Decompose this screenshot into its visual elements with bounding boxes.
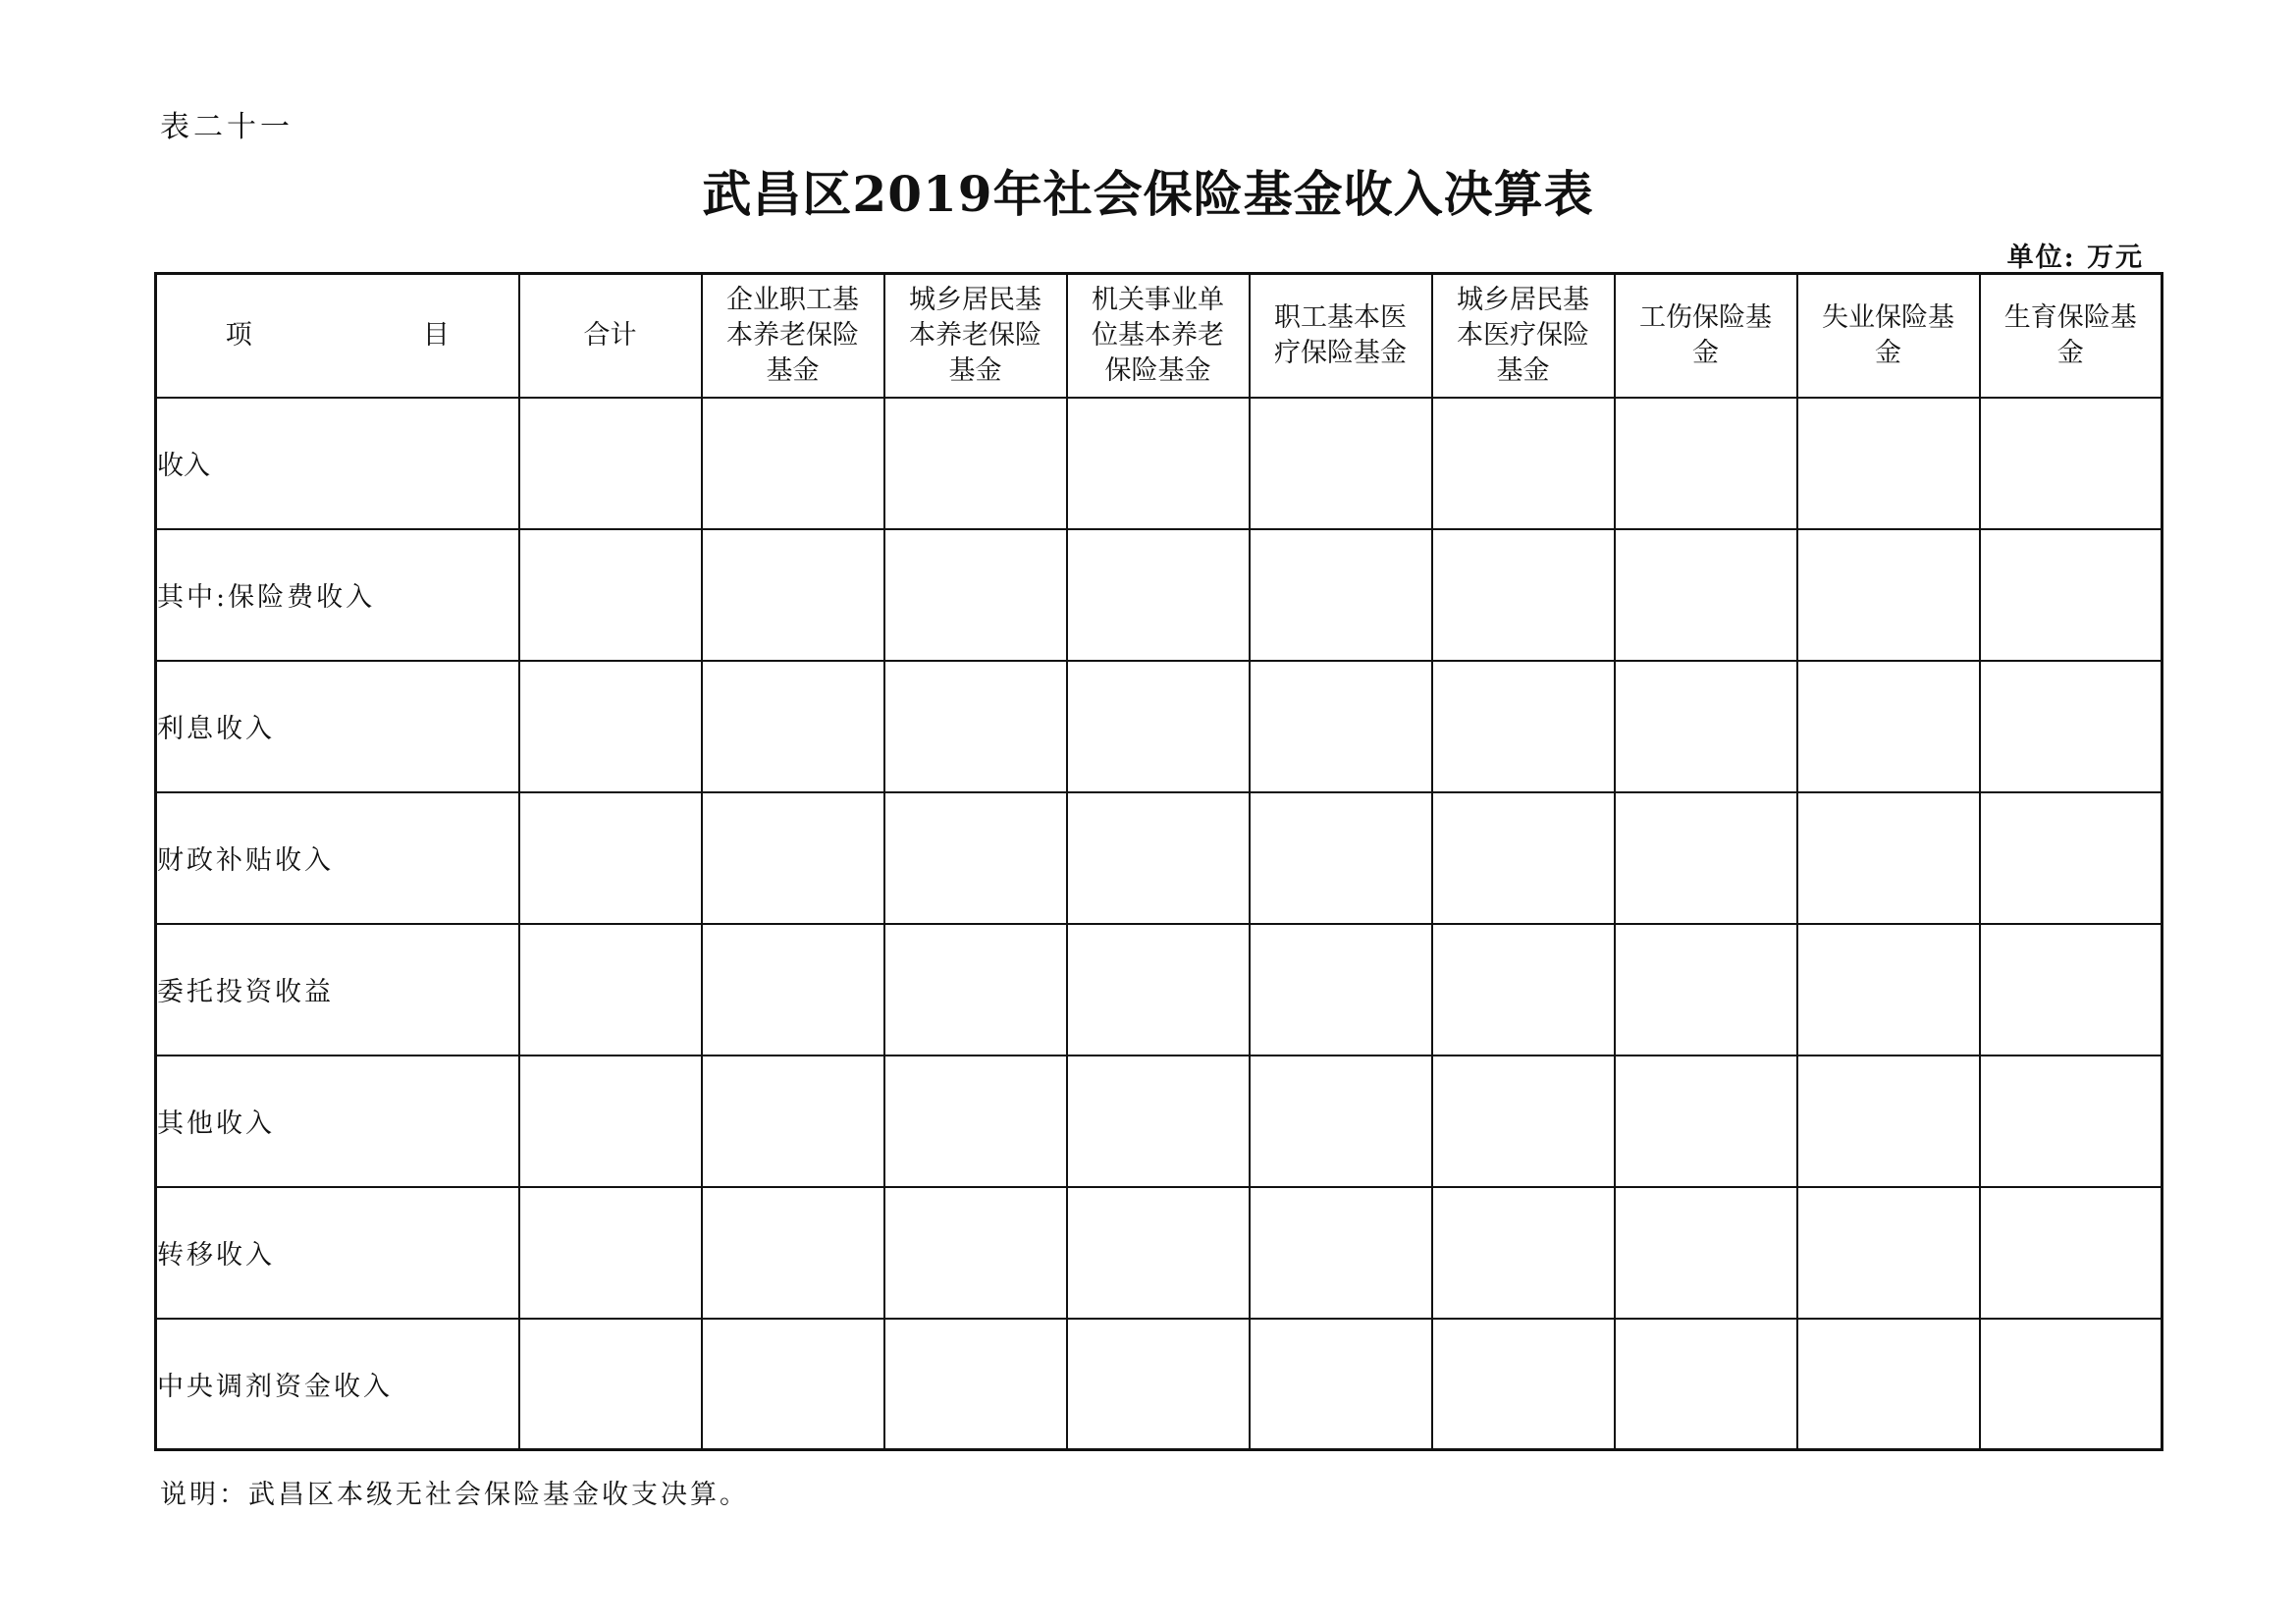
table-cell [702,1056,884,1187]
table-cell [1067,661,1250,792]
table-cell [1980,792,2163,924]
table-cell [1980,1056,2163,1187]
unit-label: 单位: 万元 [2006,243,2144,273]
column-header-enterprise-pension [702,274,884,398]
table-cell [1980,398,2163,529]
table-cell [1250,1319,1432,1450]
table-cell [702,661,884,792]
table-cell [702,792,884,924]
table-cell [519,661,702,792]
table-cell [1067,1056,1250,1187]
table-cell [884,661,1067,792]
table-cell [519,924,702,1056]
table-cell [1250,1187,1432,1319]
column-header-maternity-insurance [1980,274,2163,398]
page-title: 武昌区2019年社会保险基金收入决算表 [702,165,1594,223]
row-label: 委托投资收益 [156,924,519,1056]
row-label: 财政补贴收入 [156,792,519,924]
table-cell [1797,1187,1980,1319]
column-header-label: 失业保险基金 [1822,301,1954,368]
table-cell [1432,1187,1615,1319]
column-header-label: 城乡居民基本养老保险基金 [909,284,1041,386]
table-cell [1250,924,1432,1056]
table-cell [1615,529,1797,661]
table-cell [1067,398,1250,529]
table-cell [1067,529,1250,661]
table-cell [1250,1056,1432,1187]
table-header-row [156,274,2163,398]
table-cell [1980,1319,2163,1450]
table-cell [1615,792,1797,924]
table-cell [1797,924,1980,1056]
table-cell [1797,792,1980,924]
column-header-label: 企业职工基本养老保险基金 [726,284,859,386]
column-header-unemployment-insurance [1797,274,1980,398]
table-cell [1797,661,1980,792]
table-cell [1067,1319,1250,1450]
table-cell [519,398,702,529]
table-cell [702,1319,884,1450]
row-label: 其中:保险费收入 [156,529,519,661]
row-label: 转移收入 [156,1187,519,1319]
column-header-total [519,274,702,398]
row-label: 其他收入 [156,1056,519,1187]
column-header-resident-medical [1432,274,1615,398]
table-cell [884,924,1067,1056]
table-cell [1615,1319,1797,1450]
table-cell [884,1319,1067,1450]
row-label: 收入 [156,398,519,529]
table-cell [1432,1056,1615,1187]
column-header-item: 项 目 [156,274,519,398]
table-cell [1797,398,1980,529]
table-cell [1980,661,2163,792]
table-body [156,398,2163,1450]
table-cell [1615,1187,1797,1319]
table-cell [1432,792,1615,924]
column-header-label: 生育保险基金 [2003,301,2137,368]
table-cell [1615,1056,1797,1187]
table-cell [1980,1187,2163,1319]
column-header-label: 机关事业单位基本养老保险基金 [1092,284,1224,386]
table-cell [702,924,884,1056]
table-cell [884,1187,1067,1319]
table-cell [1797,1056,1980,1187]
table-cell [1432,529,1615,661]
column-header-employee-medical [1250,274,1432,398]
table-cell [1250,529,1432,661]
table-cell [884,529,1067,661]
table-cell [1067,792,1250,924]
table-cell [1067,1187,1250,1319]
table-cell [1797,1319,1980,1450]
table-cell [1980,529,2163,661]
table-cell [519,1319,702,1450]
column-header-resident-pension [884,274,1067,398]
table-cell [702,398,884,529]
table-row [156,924,2163,1056]
table-row [156,1056,2163,1187]
table-row [156,1319,2163,1450]
column-header-injury-insurance [1615,274,1797,398]
row-label: 利息收入 [156,661,519,792]
table-cell [702,529,884,661]
footnote: 说明：武昌区本级无社会保险基金收支决算。 [160,1480,749,1510]
table-cell [1432,398,1615,529]
table-cell [1797,529,1980,661]
table-cell [702,1187,884,1319]
table-row [156,529,2163,661]
column-header-label: 城乡居民基本医疗保险基金 [1457,284,1589,386]
table-cell [519,792,702,924]
table-cell [884,1056,1067,1187]
table-cell [519,529,702,661]
table-cell [1250,661,1432,792]
table-cell [1615,924,1797,1056]
table-row [156,1187,2163,1319]
table-cell [1067,924,1250,1056]
column-header-label: 工伤保险基金 [1639,301,1772,368]
table-number: 表二十一 [160,110,294,144]
table-row [156,661,2163,792]
table-cell [1250,398,1432,529]
table-cell [519,1056,702,1187]
table-row [156,792,2163,924]
table-row [156,398,2163,529]
table-cell [1250,792,1432,924]
column-header-institution-pension [1067,274,1250,398]
table-cell [1980,924,2163,1056]
table-cell [1432,661,1615,792]
table-cell [884,398,1067,529]
table-cell [884,792,1067,924]
table-cell [1432,1319,1615,1450]
table-cell [519,1187,702,1319]
fund-revenue-table [154,272,2163,1451]
column-header-label: 职工基本医疗保险基金 [1274,301,1407,368]
table-cell [1615,398,1797,529]
column-header-label: 合计 [583,319,637,351]
table-cell [1615,661,1797,792]
row-label: 中央调剂资金收入 [156,1319,519,1450]
table-cell [1432,924,1615,1056]
